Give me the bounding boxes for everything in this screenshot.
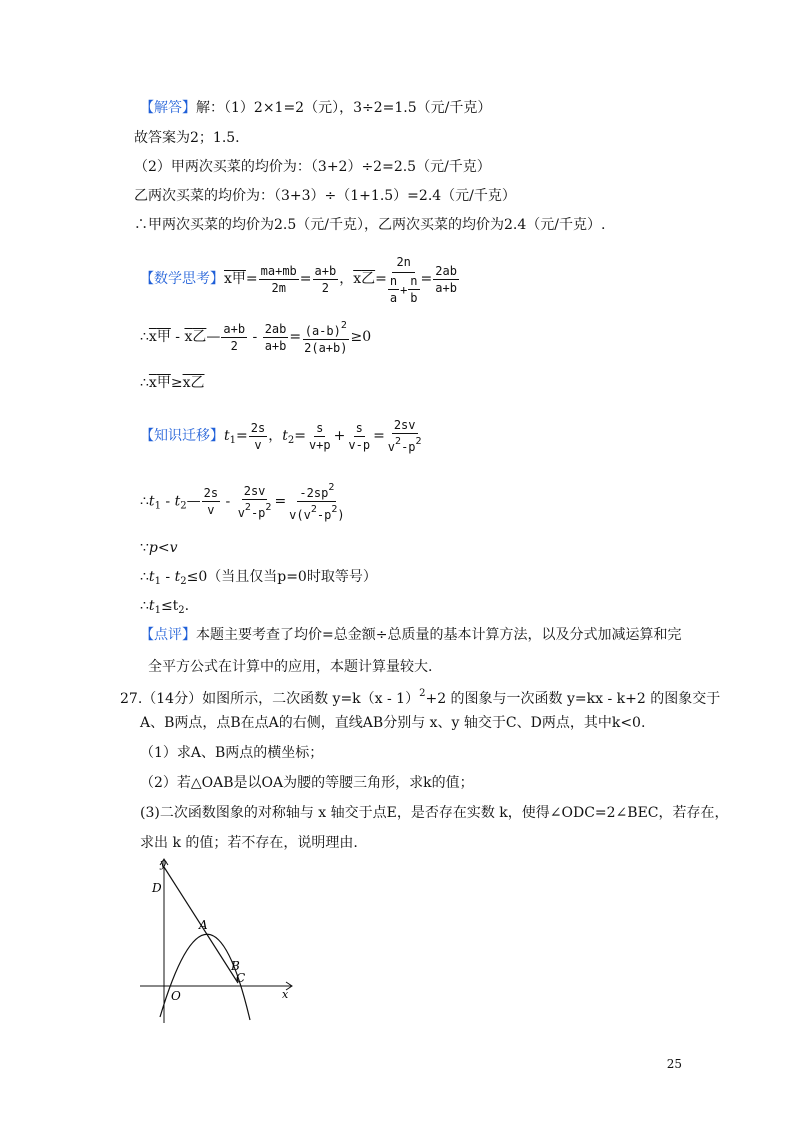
subscript: 1 [154,605,161,616]
exponent: 2 [419,688,426,699]
denominator: ) [337,508,345,522]
result-text: ≤0（当且仅当p=0时取等号） [186,569,377,585]
numerator: n [410,274,418,288]
t-symbol: t [148,493,155,510]
equals: = [299,271,312,287]
answer-tag: 【解答】 [140,100,196,116]
numerator: 2s [250,420,266,435]
math-difference-line [140,318,371,356]
origin-label: O [171,989,181,1003]
xbar-symbol: x [148,329,157,345]
exponent: 2 [244,501,251,513]
fraction-2sv [386,417,424,455]
point-a-label: A [199,918,208,932]
geq-zero: ≥0 [350,329,372,345]
solution-line-5: ∴甲两次买菜的均价为2.5（元/千克），乙两次买菜的均价为2.4（元/千克）. [134,217,606,233]
xbar-symbol: x [353,271,362,287]
yi-subscript: 乙 [192,329,207,345]
denominator: v [207,503,215,517]
t-symbol: t [282,428,288,444]
question-27-part-2: （2）若△OAB是以OA为腰的等腰三角形，求k的值； [140,775,474,791]
fraction-2s-v [202,485,220,518]
exponent: 2 [310,504,317,515]
fraction-2n-complex [387,252,421,306]
question-27-part-1: （1）求A、B两点的横坐标； [140,745,324,761]
geq-symbol: ≥ [170,375,183,391]
denominator: -p [316,508,332,522]
denominator: v-p [348,437,371,452]
exponent: 2 [331,504,338,515]
denominator: v [254,437,262,452]
numerator: 2ab [435,263,457,278]
fraction-2s-v [249,420,267,453]
minus: - [160,569,175,585]
denominator: v [387,440,396,454]
denominator: 2 [321,280,329,295]
question-27-part-3: (3)二次函数图象的对称轴与 x 轴交于点E，是否存在实数 k，使得∠ODC=2∠BEC，若存在， [140,805,729,821]
fraction-s-vp [307,420,333,453]
numerator: ma+mb [260,263,297,278]
denominator: a+b [264,338,287,353]
point-b-label: B [231,959,240,973]
review-line-1 [140,625,681,645]
math-tag: 【数学思考】 [140,271,224,287]
denominator: 2m [271,280,286,295]
condition-text: p<v [148,540,178,556]
exponent: 2 [415,436,422,447]
exponent: 2 [340,320,347,331]
solution-line-4: 乙两次买菜的均价为：（3+3）÷（1+1.5）=2.4（元/千克） [134,188,516,204]
denominator: b [410,291,418,305]
fraction-2ab [263,321,289,354]
review-line-2: 全平方公式在计算中的应用，本题计算量较大. [148,659,433,675]
denominator: 2(a+b) [304,341,348,355]
equals: = [274,493,287,510]
equals: = [373,428,385,444]
plus: + [333,428,346,444]
t-symbol: t [148,569,155,585]
numerator: s [316,420,324,435]
yi-subscript: 乙 [361,271,376,287]
fraction-ma-mb [259,263,299,296]
jia-subscript: 甲 [231,271,246,287]
numerator: (a-b) [304,324,341,338]
numerator: 2n [392,252,414,273]
exponent: 2 [395,436,402,447]
question-27-line-1 [120,684,720,709]
minus: - [221,493,235,510]
denominator: -p [401,440,416,454]
fraction-2ab [433,263,459,296]
jia-subscript: 甲 [156,375,171,391]
fraction-2sv [236,483,274,521]
minus: - [248,329,262,345]
equals: = [420,271,433,287]
point-c-label: C [236,971,246,985]
solution-line-1 [140,98,491,118]
therefore-symbol: ∴ [140,329,149,345]
denominator: 2 [230,338,238,353]
fraction-square [302,318,349,356]
exponent: 2 [265,501,272,513]
point-d-label: D [152,881,162,895]
subscript: 2 [180,576,187,587]
because-symbol: ∵ [140,540,149,556]
condition-line [140,538,178,558]
numerator: 2sv [243,483,266,498]
denominator: a [389,291,398,305]
fraction-a-b-2 [221,321,247,354]
t-symbol: t [174,569,181,585]
therefore-symbol: ∴ [140,598,149,614]
transfer-difference-line [140,480,348,527]
comma: ， [268,428,283,444]
yi-subscript: 乙 [190,375,205,391]
xbar-symbol: x [182,375,191,391]
subscript: 2 [178,605,185,616]
equals: = [294,428,306,444]
comma: ， [339,271,354,287]
final-text: ≤t [160,598,179,614]
denominator: v+p [308,437,331,452]
result-line [140,567,377,592]
therefore-symbol: ∴ [140,493,149,510]
equals-dash: — [206,329,221,345]
t-symbol: t [148,598,155,614]
fraction-a-b-2 [313,263,339,296]
equals: = [245,271,258,287]
denominator: v(v [289,508,311,522]
t-symbol: t [174,493,181,510]
denominator: v [237,505,245,520]
subscript: 1 [229,435,237,446]
review-tag: 【点评】 [140,627,196,643]
numerator: a+b [314,263,337,278]
numerator: 2ab [264,321,287,336]
subscript: 1 [154,576,161,587]
review-text-1: 本题主要考查了均价=总金额÷总质量的基本计算方法，以及分式加减运算和完 [196,627,682,643]
transfer-tag: 【知识迁移】 [140,428,224,444]
solution-line-2: 故答案为2；1.5. [134,130,240,146]
y-label: y [160,857,167,870]
subscript: 2 [180,500,187,512]
numerator: s [355,420,363,435]
question-27-part-4: 求出 k 的值；若不存在，说明理由. [140,835,358,851]
question-text: +2 的图象与一次函数 y=kx - k+2 的图象交于 [425,691,721,707]
minus: - [160,493,175,510]
question-text: 27.（14分）如图所示，二次函数 y=k（x - 1） [120,691,420,707]
xbar-symbol: x [148,375,157,391]
exponent: 2 [328,482,335,493]
denominator: -p [250,505,266,520]
numerator: a+b [223,321,246,336]
xbar-symbol: x [224,271,232,287]
subscript: 2 [287,435,295,446]
function-graph [140,855,300,1030]
xbar-symbol: x [184,329,193,345]
math-conclusion-line [140,373,204,393]
numerator: 2s [203,486,219,500]
transfer-line [140,416,425,461]
solution-line-3: （2）甲两次买菜的均价为：（3+2）÷2=2.5（元/千克） [134,159,491,175]
numerator: n [389,274,398,288]
fraction-neg2sp [287,480,346,523]
plus: + [400,282,408,297]
final-line [140,596,189,621]
final-end: . [184,598,190,614]
question-27-line-2: A、B两点，点B在点A的右侧，直线AB分别与 x、y 轴交于C、D两点，其中k<0. [140,715,646,731]
jia-subscript: 甲 [156,329,171,345]
numerator: -2sp [299,486,329,500]
subscript: 1 [154,500,161,512]
page-number: 25 [666,1057,682,1071]
therefore-symbol: ∴ [140,375,149,391]
equals: = [289,329,302,345]
minus: - [170,329,185,345]
denominator: a+b [435,280,457,295]
therefore-symbol: ∴ [140,569,149,585]
t-symbol: t [224,428,230,444]
equals: = [375,271,387,287]
math-thinking-line [140,252,460,306]
equals: = [236,428,248,444]
x-label: x [282,988,289,1001]
solution-text-1: 解：（1）2×1=2（元），3÷2=1.5（元/千克） [196,100,492,116]
numerator: 2sv [393,418,416,432]
fraction-s-vmp [346,420,372,453]
equals-dash: — [186,493,201,510]
